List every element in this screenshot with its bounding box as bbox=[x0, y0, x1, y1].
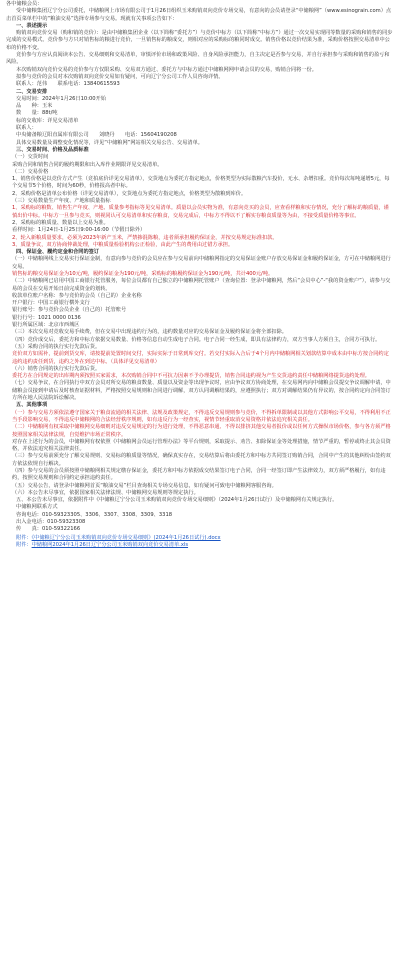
section-heading: 三、交易时间、价格及品质标准 bbox=[16, 146, 89, 153]
paragraph: （四）竞价成交后，委托方和中标方依据交易数量、价格等信息自动生成电子合同。电子合同一经生成，即具有法律约力，双方当事人方须自主，合同方可执行。 bbox=[12, 336, 381, 343]
attachment-label: 附件： bbox=[16, 541, 32, 548]
paragraph: （六）本公告未尽事宜，依据国家相关法律法规、中储粮网交易规则等规定执行。 bbox=[12, 489, 199, 496]
attachment-list bbox=[0, 534, 401, 550]
attachment-row bbox=[6, 535, 393, 542]
paragraph: 本次购销双向竞价交易的竞价参与方仅限采购、交易双方通过、委托方与中标方通过中储粮网网申请会员的交易，购销合同将一份。 bbox=[16, 66, 317, 73]
paragraph: （七）交易争议，在合同执行中双方会员对所交易的粮食数量、质量以及资金等出现争议时，应由争议双方协商处理，在交易网内向中储粮会员提交争议调解申请，中储粮会员接到申请后及时核查证据材料，严格按照交易规则和合同进行调解，双方认同调解结果的，应遵照执行；双方对调解结果仍有异议的，按合同约定向合同签订方所在地人民法院诉讼解决。 bbox=[12, 380, 391, 402]
paragraph: 竞价双方如需补，提前到货交库，请按提前处置时间交付，实际实际于日常到库交付。若交付实际入合后于4个月内中储粮网相关划款结算中成本由中标方按合同约定违约违约责任到货，违约之外在到达中标。（具体详见交易清单） bbox=[12, 351, 389, 365]
paragraph: 交易时间：2024年1月26日10:00开始 bbox=[16, 95, 106, 102]
paragraph: 1、销售价格是以竞价方式产生（竞拍底价详见交易清单），交货地点为委托方指定地点，价格类型为实际散粮汽车投价，无水、杂增扣重。竞价每次每吨递增5元，每个交易节5个价格，时间为60秒，价格报高者中标。 bbox=[12, 176, 390, 190]
paragraph: 咨询电话：010-59323305、3306、3307、3308、3309、3318 bbox=[16, 511, 173, 518]
paragraph: （二）交易价格 bbox=[12, 168, 49, 175]
paragraph: 具体交易数量及调整变化情况等，详见“中储粮网”网站相关交易公告、交易清单。 bbox=[16, 139, 203, 146]
paragraph: 出入金电话：010-59323308 bbox=[16, 519, 86, 526]
attachment-label: 附件： bbox=[16, 534, 32, 541]
section-heading: 四、保证金、履约定金和合同的签订 bbox=[16, 249, 100, 256]
paragraph: 销售标的粮交易保证金为10元/吨，履约保证金为190元/吨，采购标的粮履约保证金为190元/吨，共计400元/吨。 bbox=[12, 270, 274, 277]
paragraph: （三）参与交易前须充分了解交易规则、交易标的粮质量等情况，确保真实存在，交易结算后将由委托方和中标方共同签订购销合同，合同中产生的其他纠纷由签约双方依法依规自行解决。 bbox=[12, 453, 391, 467]
paragraph: （一）交货时间 bbox=[12, 154, 49, 161]
section-heading: 一、表述提示 bbox=[16, 22, 48, 29]
paragraph: 联系人： bbox=[16, 125, 37, 132]
paragraph: （二）中储粮网已启用中国工商银行托管服务，每位会员都有自己独立的中储粮网托管账户（查询位置：登录中储粮网，然后“会员中心”-“我的资金账户”），请参与交易的会员在交易开始日前完成资金的划转。 bbox=[12, 278, 391, 292]
paragraph: 银行行号：1021 0000 0136 bbox=[12, 314, 81, 321]
attachment-link[interactable]: 《中储粮辽宁分公司玉米购销双向竞价专场交易细则》(2024年1月26日试行).docx bbox=[31, 534, 221, 541]
paragraph: 开户银行：中国工商银行横外支行 bbox=[12, 300, 90, 307]
paragraph: 2、采购价格是清单公布价格（详见交易清单），交货地点为委托方指定地点，价格类型为散粮到库价。 bbox=[12, 190, 247, 197]
paragraph: 标的交收库：详见交易清单 bbox=[16, 117, 79, 124]
paragraph: 银行所属区域：北京市西城区 bbox=[12, 322, 80, 329]
paragraph: （一）中储粮网线上交易实行保证金制，有意向参与竞价的会员应在参与交易前向中储粮网指定的交易保证金账户存放交易保证金和履约保证金，方可在中储粮网进行交易。 bbox=[12, 256, 391, 270]
paragraph: 委托方在合同规定的出库期内须按照买家需求，本次购销合同中不可抗力因素不予办理提货，销售合同违约视为产生交货违约责任中储粮网络提货违约处理。 bbox=[12, 373, 370, 380]
section-heading: 五、其他事项 bbox=[16, 402, 48, 409]
paragraph: 2、采购标的粮质量、数量以上交易为准。 bbox=[12, 219, 109, 226]
paragraph: （五）交易公告，请登录中储粮网首页“粮油交易”栏目查询相关专场交易信息，如有疑问可致电中储粮网客服咨询。 bbox=[12, 482, 277, 489]
paragraph: 看样时间：1月24日-1月25日9:00-16:00（节假日除外） bbox=[12, 227, 146, 234]
paragraph: 银行账号：参与竞价会员企业（自己的）托管账号 bbox=[12, 307, 127, 314]
paragraph: 中储粮网联系方式 bbox=[16, 504, 58, 511]
paragraph: 3、质量争议，双方协商仲裁处理，中粮质量检验机构公正检验，由此产生的费用由过错方承担。 bbox=[12, 241, 234, 248]
paragraph: （五）采购合同的执行实行先款后货。 bbox=[12, 343, 101, 350]
paragraph: （一）参与交易方须依法遵守国家关于粮食流通的相关法律、法规及政策规定，不得违反交易规则参与竞价，不得拆单限制或以其他方式影响公平交易，不得利用不正当手段影响交易，不得违反中储粮网的合法经营秩序规则，如有违反行为一经查实，视情节轻重取消交易资格并依法追究相关责任。 bbox=[12, 409, 391, 423]
paragraph: （三）本次交易对竞收交易手续费，但在交易中出现违约行为的，违约数量对应的交易保证金及履约保证金将全部扣除。 bbox=[12, 329, 287, 336]
paragraph: 数 量：88t/吨 bbox=[16, 110, 58, 117]
attachment-link[interactable]: 中储粮网2024年1月26日辽宁分公司玉米购销双向竞价交易清单.xls bbox=[31, 541, 189, 548]
paragraph: 1、采购标的粮数、销售生产年度、产地、质量参考指标等见交易清单。质量以会员实物为准，有意向竞买的会员，应查看样粮和实存情况，充分了解标的粮质量，谨慎出价中标。中标方一旦参与竞买，则视同认可交易清单和实存粮食，交易完成后，中标方不得以不了解实存粮食质量等为由，不接受质量价格等事宜。 bbox=[12, 205, 389, 219]
paragraph: 2、轮入新粮质量要求，必须为2023年新产玉米，严禁掺混陈粮，违者须承担履约保证金，并按交易规定标准扣款。 bbox=[12, 234, 278, 241]
paragraph: 对存在上述行为的会员，中储粮网有权依照《中储粮网会员运行管理办法》等平台规则，采取提示、劝告、扣除保证金等处理措施，情节严重的，暂停或终止其会员资格，并依法追究相关法律责任。 bbox=[12, 438, 391, 453]
paragraph: 品 种：玉米 bbox=[16, 103, 53, 110]
paragraph: 采购合同和销售合同的履约期限和出入库作业期限详见交易清单。 bbox=[12, 161, 163, 168]
section-heading: 二、交易安排 bbox=[16, 88, 48, 95]
paragraph: （六）销售合同的执行实行先款后货。 bbox=[12, 365, 101, 372]
paragraph: 竞价参与方应认真阅读本公告、交易细则和交易清单，审慎评价市场和政策风险、自身风险承担能力，自主决定是否参与交易，并自行承担参与采购和销售的盈亏和风险。 bbox=[6, 52, 390, 66]
paragraph: （二）中储粮网有权采取中储粮网交易细则对违反交易规定的行为进行处理，不得恶意串通、不得以排挤其他交易者报价或以任何方式操纵市场价格，参与各方须严格按照国家相关法律法规，自觉维护市场正常秩序。 bbox=[12, 424, 391, 438]
paragraph: 收款单位账户名称：参与竞价的会员（自己的）企业名称 bbox=[12, 292, 142, 299]
paragraph: （四）参与交易的会员须按照中储粮网相关规定缴存保证金，委托方和中标方依据成交结果签订电子合同，合同一经签订即产生法律效力，双方须严格履行，如有违约，按照交易规则和合同约定承担违约责任。 bbox=[12, 468, 386, 482]
paragraph: 各中储粮会员： bbox=[6, 1, 43, 7]
paragraph: 传 真：010-59322166 bbox=[16, 526, 81, 533]
paragraph: 联系人：范伟 联系电话：13840615593 bbox=[16, 81, 120, 88]
paragraph: 拟参与竞价的会员对本次购销双向竞价交易如有疑问，可向辽宁分公司工作人员咨询详情。 bbox=[16, 73, 224, 80]
paragraph: 中央储备粮辽阳直属库有限公司 刘晓丹 电话：15604190208 bbox=[16, 132, 177, 139]
attachment-row bbox=[6, 542, 393, 549]
paragraph: 受中储粮集团辽宁分公司委托，中储粮网上市场有限公司于1月26日组织玉米购销双向竞价专场交易，有意向的会员请登录“中储粮网”（www.esinograin.com）点击首页菜单栏中的“粮油交易”选择专场参与交易。现就有关事项公告如下： bbox=[6, 8, 392, 22]
paragraph: 五、本公告未尽事宜，依据附件中《中储粮辽宁分公司玉米购销双向竞价专场交易细则》（2024年1月26日试行）及中储粮网有关规定执行。 bbox=[16, 497, 338, 504]
paragraph: 购销双向竞价交易（购和销的竞价）：是由中储粮集团企业（以下简称“委托方”）与竞价中标方（以下简称“中标方”）通过一次交易实现同等数量的采购和销售的同步完成的交易模式。竞价参与方只对销售标的粮进行竞价，一旦销售标的粮成交，则相对应的采购标的粮同时成交。销售价格以竞价结果为准，采购价格按照交易清单中公布的价格不变。 bbox=[6, 30, 393, 51]
paragraph: （三）交易数量生产年度、产地和质量指标 bbox=[12, 198, 111, 205]
